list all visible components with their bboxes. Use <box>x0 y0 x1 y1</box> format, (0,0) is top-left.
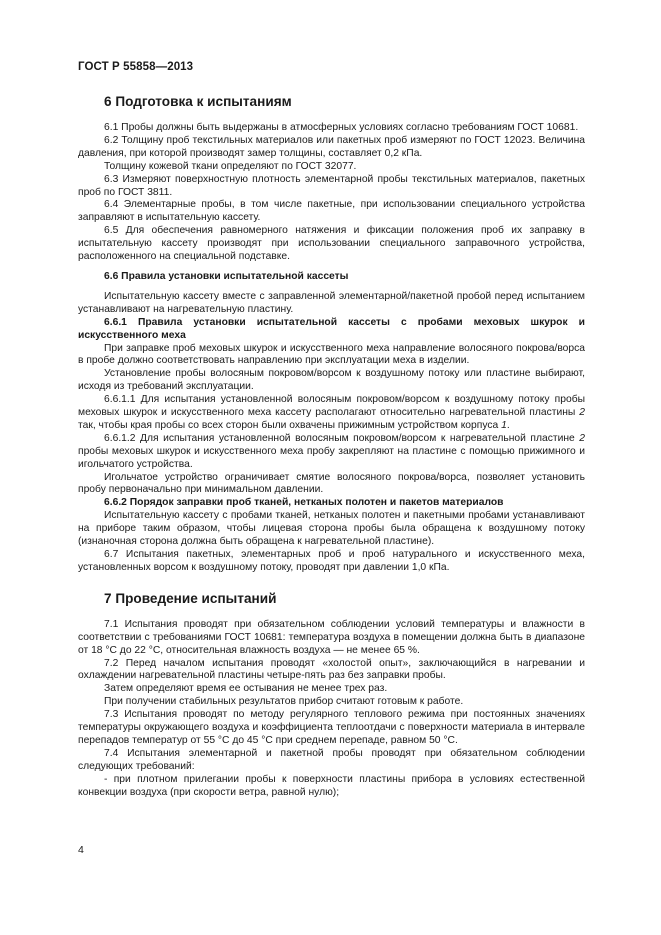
paragraph-6-2-leather: Толщину кожевой ткани определяют по ГОСТ 32077. <box>104 160 357 172</box>
paragraph-7-2-c: При получении стабильных результатов прибор считают готовым к работе. <box>104 696 464 708</box>
paragraph-7-2-b: Затем определяют время ее остывания не менее трех раз. <box>104 683 388 695</box>
section-7-title: 7 Проведение испытаний <box>104 590 277 606</box>
document-body <box>78 94 585 800</box>
paragraph-6-6-1-2-part-a: 6.6.1.2 Для испытания установленной волосяным покровом/ворсом к нагревательной пластине <box>104 432 580 444</box>
paragraph-6-6-1-needle: Игольчатое устройство ограничивает смятие волосяного покрова/ворса, позволяет установить пробу первоначально при минимальном давлении. <box>78 471 585 496</box>
section-6-6-title: 6.6 Правила установки испытательной кассеты <box>104 270 349 282</box>
paragraph-6-2: 6.2 Толщину проб текстильных материалов или пакетных проб измеряют по ГОСТ 12023. Величина давления, при которой производят замер толщины, составляет 0,2 кПа. <box>78 134 585 159</box>
paragraph-6-6-1-1 <box>78 394 585 433</box>
section-6-6-1-title: 6.6.1 Правила установки испытательной кассеты с пробами меховых шкурок и искусственного меха <box>78 316 585 341</box>
paragraph-6-4: 6.4 Элементарные пробы, в том числе пакетные, при использовании специального устройства заправляют в испытательную кассету. <box>78 199 585 224</box>
paragraph-6-6-1-1-part-a: 6.6.1.1 Для испытания установленной волосяным покровом/ворсом к воздушному потоку пробы меховых шкурок и искусственного меха кассету располагают относительно нагревательной пластины <box>78 394 585 419</box>
paragraph-6-6-1-1-part-b: так, чтобы края пробы со всех сторон были охвачены прижимным устройством корпуса <box>78 419 502 431</box>
paragraph-6-6-1-b: Установление пробы волосяным покровом/ворсом к воздушному потоку или пластине выбирают, исходя из требований эксплуатации. <box>78 368 585 393</box>
list-item-7-4-1: - при плотном прилегании пробы к поверхности пластины прибора в условиях естественной конвекции воздуха (при скорости ветра, равной нулю); <box>78 773 585 798</box>
paragraph-6-6-1-2-part-b: пробы меховых шкурок и искусственного меха пробу закрепляют на пластине с помощью прижимного и игольчатого устройства. <box>78 445 585 470</box>
paragraph-6-3: 6.3 Измеряют поверхностную плотность элементарной пробы текстильных материалов, пакетных проб по ГОСТ 3811. <box>78 173 585 198</box>
paragraph-6-6-2: Испытательную кассету с пробами тканей, нетканых полотен и пакетными пробами устанавливают на приборе таким образом, чтобы лицевая сторона пробы была обращена к воздушному потоку (изнаночная сторона должна быть обращена к нагревательной пластине). <box>78 510 585 548</box>
paragraph-6-5: 6.5 Для обеспечения равномерного натяжения и фиксации положения проб их заправку в испытательную кассету производят при использовании специального заправочного устройства, расположенного на специальной подставке. <box>78 225 585 263</box>
page-number: 4 <box>78 844 84 856</box>
paragraph-7-2: 7.2 Перед началом испытания проводят «холостой опыт», заключающийся в нагревании и охлаждении нагревательной пластины четыре-пять раз без заправки пробы. <box>78 657 585 682</box>
document-header: ГОСТ Р 55858—2013 <box>78 61 194 73</box>
paragraph-6-7: 6.7 Испытания пакетных, элементарных проб и проб натурального и искусственного меха, установленных ворсом к воздушному потоку, проводят при давлении 1,0 кПа. <box>78 549 585 573</box>
section-6-title: 6 Подготовка к испытаниям <box>104 94 292 109</box>
plate-ref-2b: 2 <box>579 432 585 444</box>
body-ref-1: 1 <box>501 419 507 431</box>
section-6-6-2-title: 6.6.2 Порядок заправки проб тканей, нетканых полотен и пакетов материалов <box>104 497 504 509</box>
paragraph-6-6-1-1-part-c: . <box>506 419 510 431</box>
paragraph-7-4: 7.4 Испытания элементарной и пакетной пробы проводят при обязательном соблюдении следующих требований: <box>78 747 585 772</box>
paragraph-6-6: Испытательную кассету вместе с заправленной элементарной/пакетной пробой перед испытанием устанавливают на нагревательную пластину. <box>78 290 585 315</box>
paragraph-7-3: 7.3 Испытания проводят по методу регулярного теплового режима при постоянных значениях температуры окружающего воздуха и коэффициента теплоотдачи с поверхности материала в интервале перепадов температур от 55 °С до 45 °С при среднем перепаде, равном 50 °С. <box>78 709 585 746</box>
plate-ref-2: 2 <box>579 407 585 419</box>
paragraph-7-1: 7.1 Испытания проводят при обязательном соблюдении условий температуры и влажности в соответствии с требованиями ГОСТ 10681: температура воздуха в помещении должна быть в диапазоне от 18 °С до 22 °С, относительная влажность воздуха — не менее 65 %. <box>78 618 585 656</box>
paragraph-6-1: 6.1 Пробы должны быть выдержаны в атмосферных условиях согласно требованиям ГОСТ 10681. <box>104 122 579 133</box>
paragraph-6-6-1-2 <box>78 433 585 472</box>
paragraph-6-6-1-a: При заправке проб меховых шкурок и искусственного меха направление волосяного покрова/ворса в пробе должно соответствовать направлению при эксплуатации меха в изделии. <box>78 342 585 367</box>
